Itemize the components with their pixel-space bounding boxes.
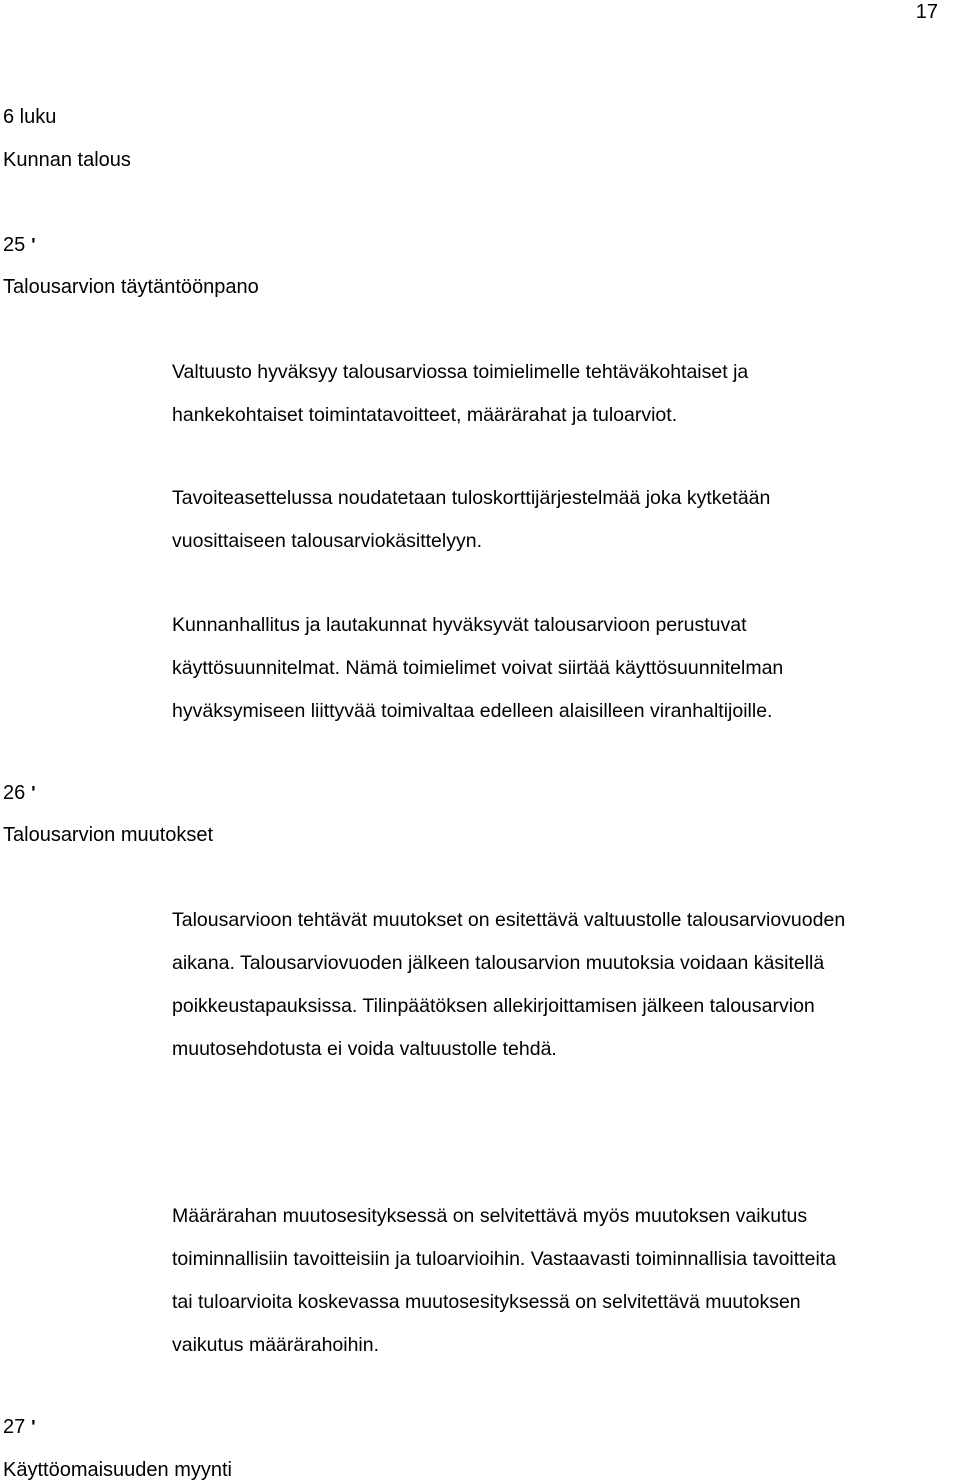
paragraph-line: käyttösuunnitelmat. Nämä toimielimet voivat siirtää käyttösuunnitelman [172, 657, 784, 679]
paragraph-line: tai tuloarvioita koskevassa muutosesityksessä on selvitettävä muutoksen [172, 1291, 801, 1313]
paragraph-line: Tavoiteasettelussa noudatetaan tuloskorttijärjestelmää joka kytketään [172, 487, 771, 509]
paragraph-line: hankekohtaiset toimintatavoitteet, määrärahat ja tuloarviot. [172, 404, 678, 426]
section-number: 25 [3, 234, 26, 256]
paragraph [172, 899, 845, 1071]
chapter-title: Kunnan talous [3, 149, 131, 171]
section-mark: ' [31, 783, 36, 803]
section-title: Käyttöomaisuuden myynti [3, 1459, 233, 1481]
chapter-number: 6 luku [3, 106, 57, 128]
section-mark: ' [31, 235, 36, 255]
paragraph [172, 477, 770, 563]
paragraph [172, 604, 783, 733]
paragraph [172, 1195, 836, 1367]
paragraph-line: aikana. Talousarviovuoden jälkeen talousarvion muutoksia voidaan käsitellä [172, 952, 825, 974]
section-27-heading [3, 1414, 36, 1440]
section-title: Talousarvion täytäntöönpano [3, 276, 259, 298]
paragraph-line: Kunnanhallitus ja lautakunnat hyväksyvät talousarvioon perustuvat [172, 614, 747, 636]
paragraph-line: toiminnallisiin tavoitteisiin ja tuloarvioihin. Vastaavasti toiminnallisia tavoitteita [172, 1248, 837, 1270]
section-25-heading [3, 232, 36, 258]
paragraph-line: poikkeustapauksissa. Tilinpäätöksen allekirjoittamisen jälkeen talousarvion [172, 995, 815, 1017]
paragraph-line: Valtuusto hyväksyy talousarviossa toimielimelle tehtäväkohtaiset ja [172, 361, 749, 383]
page-number: 17 [915, 1, 938, 23]
paragraph-line: vuosittaiseen talousarviokäsittelyyn. [172, 530, 482, 552]
paragraph-line: muutosehdotusta ei voida valtuustolle tehdä. [172, 1038, 557, 1060]
section-26-heading [3, 780, 36, 806]
section-number: 26 [3, 782, 26, 804]
section-number: 27 [3, 1416, 26, 1438]
paragraph-line: hyväksymiseen liittyvää toimivaltaa edelleen alaisilleen viranhaltijoille. [172, 700, 773, 722]
paragraph-line: vaikutus määrärahoihin. [172, 1334, 380, 1356]
paragraph-line: Määrärahan muutosesityksessä on selvitettävä myös muutoksen vaikutus [172, 1205, 808, 1227]
paragraph-line: Talousarvioon tehtävät muutokset on esitettävä valtuustolle talousarviovuoden [172, 909, 846, 931]
paragraph [172, 351, 748, 437]
section-mark: ' [31, 1417, 36, 1437]
section-title: Talousarvion muutokset [3, 824, 214, 846]
